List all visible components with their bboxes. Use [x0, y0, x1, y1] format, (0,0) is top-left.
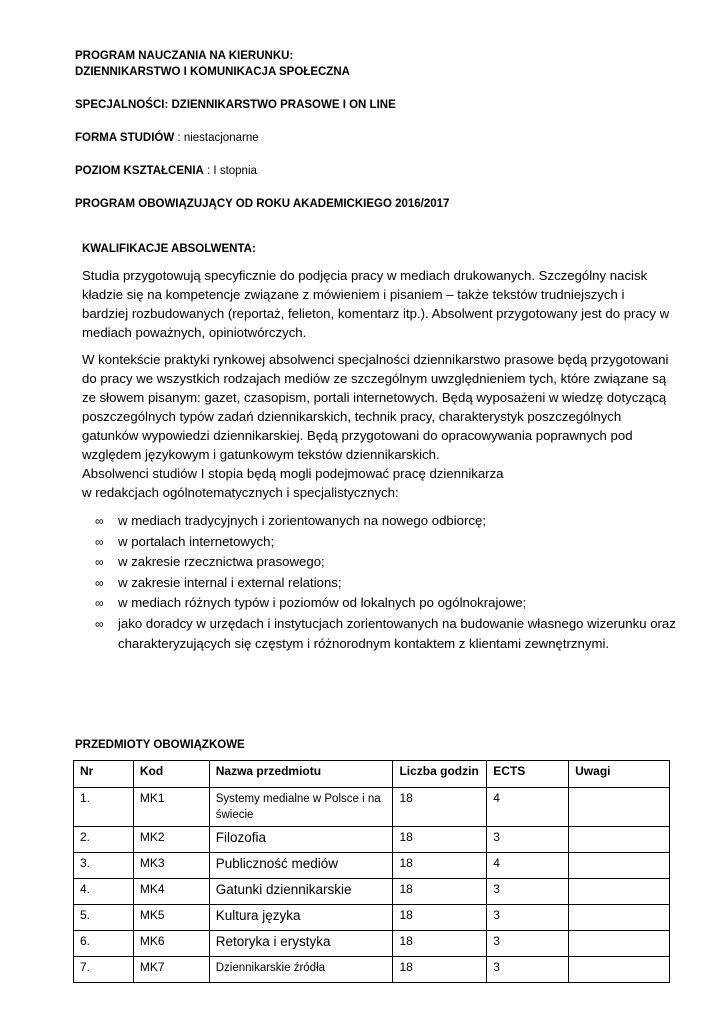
infinity-bullet-icon: ∞: [95, 555, 104, 569]
cell-ects: 3: [487, 931, 569, 957]
list-item: [95, 532, 685, 553]
cell-ects: 3: [487, 879, 569, 905]
cell-uwagi: [569, 853, 670, 879]
cell-uwagi: [569, 905, 670, 931]
cell-nr: 3.: [74, 853, 134, 879]
list-item-text: w portalach internetowych;: [118, 533, 275, 549]
column-header-kod: Kod: [133, 761, 209, 788]
cell-kod: MK3: [133, 853, 209, 879]
qualifications-text-2: W kontekście praktyki rynkowej absolwenci specjalności dziennikarstwo prasowe będą przygotowani do pracy we wszystkich rodzajach mediów ze szczególnym uwzględnieniem tych, które związane są ze słowem pisanym: gazet, czasopism, portali internetowych. Będą wyposażeni w wiedzę dotyczącą poszczególnych typów zadań dziennikarskich, technik pracy, charakterystyk poszczególnych gatunków wypowiedzi dziennikarskiej. Będą przygotowani do opracowywania poprawnych pod względem językowym i gatunkowym tekstów dziennikarskich.: [82, 352, 669, 462]
cell-uwagi: [569, 827, 670, 853]
cell-godziny: 18: [393, 788, 487, 827]
list-item: [95, 593, 685, 614]
program-title: [75, 48, 350, 80]
cell-uwagi: [569, 879, 670, 905]
table-row: [74, 788, 670, 827]
infinity-bullet-icon: ∞: [95, 575, 104, 590]
cell-kod: MK1: [133, 788, 209, 827]
table-row: [74, 905, 670, 931]
table-row: [74, 931, 670, 957]
program-validity-line: PROGRAM OBOWIĄZUJĄCY OD ROKU AKADEMICKIEGO 2016/2017: [75, 198, 450, 210]
list-item: [95, 552, 685, 573]
education-level-line: [75, 163, 257, 179]
cell-uwagi: [569, 957, 670, 983]
cell-nr: 6.: [74, 931, 134, 957]
cell-ects: 4: [487, 788, 569, 827]
table-row: [74, 879, 670, 905]
list-item: [95, 614, 685, 655]
list-item: [95, 573, 685, 594]
qualifications-paragraph-2: [82, 350, 672, 502]
cell-ects: 3: [487, 957, 569, 983]
infinity-bullet-icon: ∞: [95, 596, 104, 610]
infinity-bullet-icon: ∞: [95, 616, 104, 631]
column-header-ects: ECTS: [487, 761, 569, 788]
cell-kod: MK6: [133, 931, 209, 957]
cell-uwagi: [569, 931, 670, 957]
qualifications-text-3a: Absolwenci studiów I stopia będą mogli podejmować pracę dziennikarza: [82, 466, 504, 481]
qualifications-heading: KWALIFIKACJE ABSOLWENTA:: [82, 243, 256, 255]
cell-kod: MK2: [133, 827, 209, 853]
cell-ects: 4: [487, 853, 569, 879]
table-row: [74, 827, 670, 853]
list-item-text: w mediach różnych typów i poziomów od lokalnych po ogólnokrajowe;: [118, 595, 527, 610]
cell-godziny: 18: [393, 905, 487, 931]
qualifications-text-3b: w redakcjach ogólnotematycznych i specjalistycznych:: [82, 485, 399, 500]
infinity-bullet-icon: ∞: [95, 534, 104, 549]
cell-godziny: 18: [393, 853, 487, 879]
study-form-line: [75, 130, 259, 146]
cell-nazwa: Publiczność mediów: [209, 853, 393, 879]
program-title-line1: PROGRAM NAUCZANIA NA KIERUNKU:: [75, 50, 294, 62]
list-item-text: jako doradcy w urzędach i instytucjach zorientowanych na budowanie własnego wizerunku oraz charakteryzujących się częstym i różnorodnym kontaktem z klientami zewnętrznymi.: [118, 615, 676, 651]
cell-uwagi: [569, 788, 670, 827]
cell-nr: 2.: [74, 827, 134, 853]
cell-kod: MK7: [133, 957, 209, 983]
cell-nazwa: Filozofia: [209, 827, 393, 853]
list-item: [95, 511, 685, 532]
column-header-nazwa: Nazwa przedmiotu: [209, 761, 393, 788]
specialization-line: SPECJALNOŚCI: DZIENNIKARSTWO PRASOWE I ON LINE: [75, 99, 396, 111]
cell-nazwa: Gatunki dziennikarskie: [209, 879, 393, 905]
table-row: [74, 853, 670, 879]
cell-nazwa: Kultura języka: [209, 905, 393, 931]
cell-godziny: 18: [393, 931, 487, 957]
cell-nazwa: Systemy medialne w Polsce i na świecie: [209, 788, 393, 827]
subjects-table: [73, 760, 670, 983]
mandatory-subjects-heading: PRZEDMIOTY OBOWIĄZKOWE: [75, 739, 245, 751]
table-header-row: [74, 761, 670, 788]
cell-nr: 4.: [74, 879, 134, 905]
cell-nr: 7.: [74, 957, 134, 983]
cell-godziny: 18: [393, 957, 487, 983]
cell-nr: 5.: [74, 905, 134, 931]
cell-nazwa: Retoryka i erystyka: [209, 931, 393, 957]
list-item-text: w zakresie internal i external relations;: [118, 574, 342, 590]
column-header-godziny: Liczba godzin: [393, 761, 487, 788]
cell-ects: 3: [487, 905, 569, 931]
column-header-uwagi: Uwagi: [569, 761, 670, 788]
education-level-label: POZIOM KSZTAŁCENIA: [75, 165, 204, 177]
qualifications-paragraph-1: [82, 266, 672, 342]
table-row: [74, 957, 670, 983]
education-level-value: : I stopnia: [203, 165, 257, 177]
qualifications-text-1: Studia przygotowują specyficznie do podjęcia pracy w mediach drukowanych. Szczególny nacisk kładzie się na kompetencje związane z mówieniem i pisaniem – także tekstów trudniejszych i bardziej rozbudowanych (reportaż, felieton, komentarz itp.). Absolwent przygotowany jest do pracy w mediach poważnych, opiniotwórczych.: [82, 268, 670, 340]
program-title-line2: DZIENNIKARSTWO I KOMUNIKACJA SPOŁECZNA: [75, 66, 350, 78]
study-form-label: FORMA STUDIÓW: [75, 132, 175, 144]
list-item-text: w mediach tradycyjnych i zorientowanych na nowego odbiorcę;: [118, 513, 486, 528]
infinity-bullet-icon: ∞: [95, 514, 104, 528]
column-header-nr: Nr: [74, 761, 134, 788]
study-form-value: : niestacjonarne: [174, 132, 259, 144]
cell-kod: MK4: [133, 879, 209, 905]
cell-nr: 1.: [74, 788, 134, 827]
employment-list: [95, 511, 685, 655]
cell-godziny: 18: [393, 827, 487, 853]
cell-nazwa: Dziennikarskie źródła: [209, 957, 393, 983]
cell-ects: 3: [487, 827, 569, 853]
cell-kod: MK5: [133, 905, 209, 931]
cell-godziny: 18: [393, 879, 487, 905]
list-item-text: w zakresie rzecznictwa prasowego;: [118, 554, 325, 569]
